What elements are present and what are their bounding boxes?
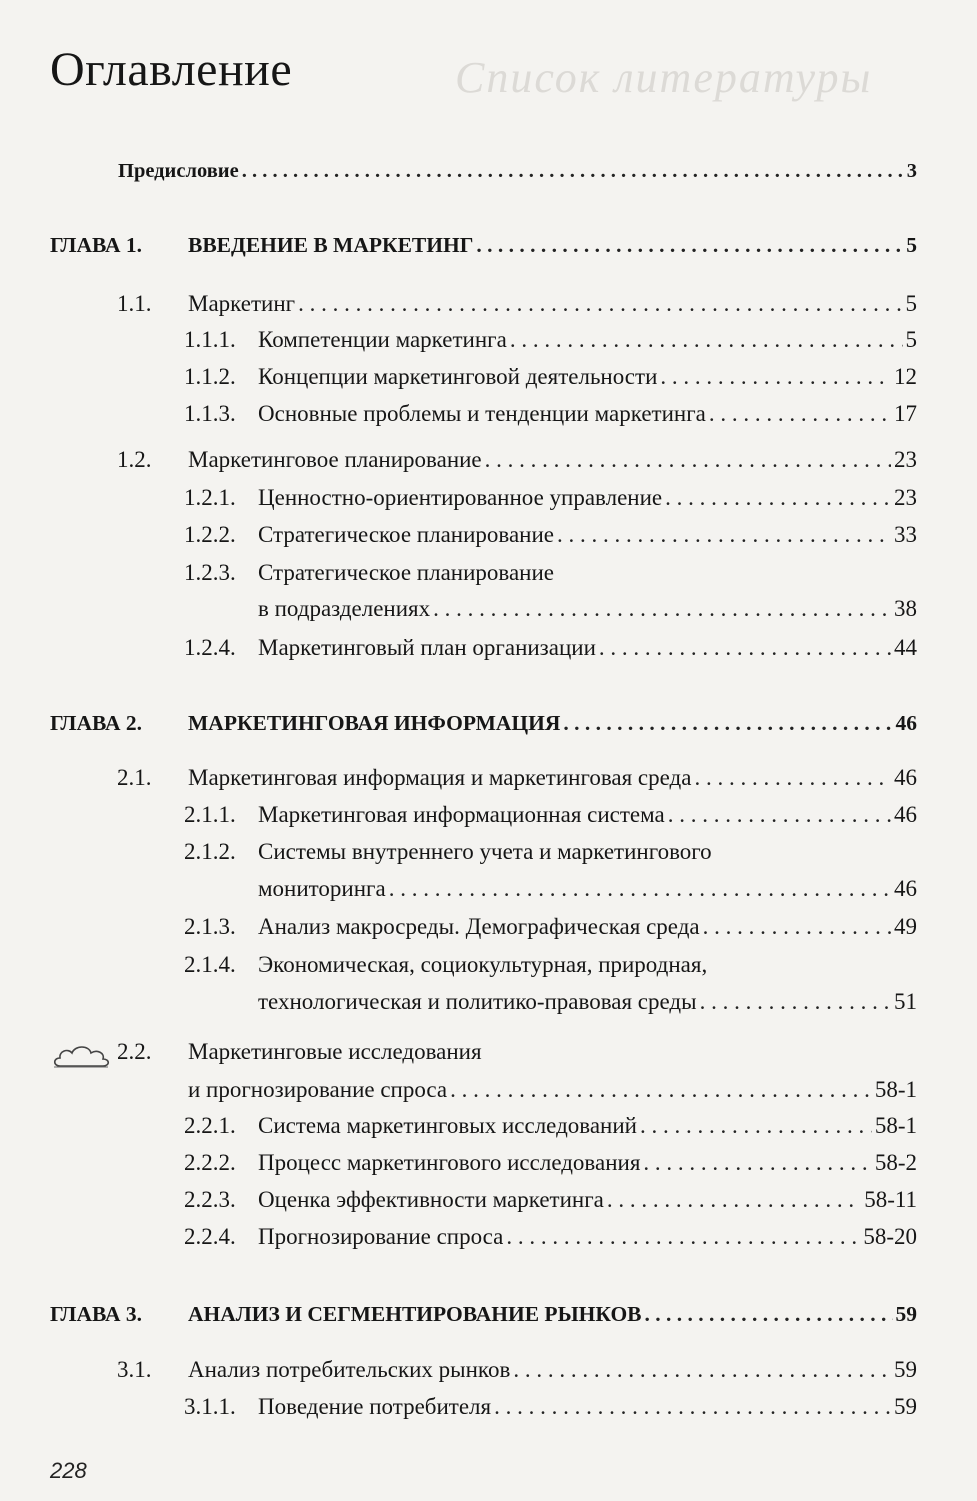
dot-leader — [668, 801, 891, 828]
dot-leader — [506, 1223, 860, 1250]
toc-entry-number: 1.2.4. — [184, 635, 236, 660]
dot-leader — [665, 484, 891, 511]
toc-entry-number: 2.1. — [117, 765, 152, 790]
dot-leader — [643, 1149, 871, 1176]
toc-entry-page: 58-11 — [864, 1187, 917, 1212]
toc-entry-page: 5 — [905, 291, 917, 316]
toc-entry-page: 59 — [894, 1394, 917, 1419]
toc-entry-title: Анализ макросреды. Демографическая среда — [258, 914, 700, 939]
dot-leader — [450, 1076, 872, 1103]
toc-entry-title: АНАЛИЗ И СЕГМЕНТИРОВАНИЕ РЫНКОВ — [188, 1302, 642, 1326]
dot-leader — [709, 400, 891, 427]
toc-entry-page: 33 — [894, 522, 917, 547]
toc-entry-page: 59 — [894, 1357, 917, 1382]
toc-entry-page: 46 — [895, 711, 917, 735]
toc-entry-title: Предисловие — [118, 160, 239, 182]
toc-entry-number: 2.2.4. — [184, 1224, 236, 1249]
toc-entry-page: 51 — [894, 989, 917, 1014]
toc-entry-title: Процесс маркетингового исследования — [258, 1150, 641, 1175]
dot-leader — [494, 1393, 891, 1420]
toc-entry-title: Маркетинговое планирование — [188, 447, 482, 472]
toc-entry-number: ГЛАВА 2. — [50, 711, 142, 735]
toc-entry-page: 23 — [894, 485, 917, 510]
toc-entry-number: 3.1.1. — [184, 1394, 236, 1419]
dot-leader — [433, 595, 891, 622]
dot-leader — [607, 1186, 861, 1213]
toc-entry-number: 1.2.2. — [184, 522, 236, 547]
toc-entry-page: 5 — [906, 233, 917, 257]
toc-entry-page: 38 — [894, 596, 917, 621]
toc-entry-number: 2.1.2. — [184, 839, 236, 864]
page-title: Оглавление — [50, 43, 293, 96]
toc-entry-title: в подразделениях — [258, 596, 431, 621]
dot-leader — [563, 710, 892, 737]
toc-entry-number: 2.2.2. — [184, 1150, 236, 1175]
toc-entry-number: 1.1.2. — [184, 364, 236, 389]
dot-leader — [645, 1301, 893, 1328]
toc-entry-title-first-line: Экономическая, социокультурная, природная, — [258, 952, 708, 977]
toc-entry-title: Поведение потребителя — [258, 1394, 492, 1419]
toc-entry-number: 2.2. — [117, 1039, 152, 1064]
dot-leader — [242, 158, 904, 185]
dot-leader — [510, 326, 903, 353]
toc-entry-title-first-line: Маркетинговые исследования — [188, 1039, 482, 1064]
toc-entry-number: 1.1.1. — [184, 327, 236, 352]
dot-leader — [599, 634, 891, 661]
toc-entry-number: 2.2.1. — [184, 1113, 236, 1138]
toc-entry-number: 3.1. — [117, 1357, 152, 1382]
toc-entry-title: Маркетинговый план организации — [258, 635, 596, 660]
toc-entry-number: ГЛАВА 3. — [50, 1302, 142, 1326]
toc-entry-title: Стратегическое планирование — [258, 522, 554, 547]
bleed-through-text: Список литературы — [455, 53, 873, 102]
toc-entry-title: Маркетинг — [188, 291, 296, 316]
toc-entry-page: 58-2 — [874, 1150, 917, 1175]
page-number: 228 — [50, 1458, 87, 1483]
dot-leader — [557, 521, 891, 548]
toc-entry-page: 17 — [894, 401, 917, 426]
toc-entry-number: 2.1.4. — [184, 952, 236, 977]
toc-entry-title: Оценка эффективности маркетинга — [258, 1187, 604, 1212]
toc-entry-title: Основные проблемы и тенденции маркетинга — [258, 401, 706, 426]
toc-entry-page: 49 — [894, 914, 917, 939]
toc-entry-number: ГЛАВА 1. — [50, 233, 142, 257]
toc-entry-number: 2.2.3. — [184, 1187, 236, 1212]
toc-entry-page: 46 — [894, 802, 917, 827]
dot-leader — [700, 988, 891, 1015]
toc-entry-title: Маркетинговая информация и маркетинговая среда — [188, 765, 692, 790]
dot-leader — [485, 446, 891, 473]
toc-entry-title: мониторинга — [258, 876, 386, 901]
toc-entry-title: и прогнозирование спроса — [188, 1077, 448, 1102]
toc-entry-number: 1.2.1. — [184, 485, 236, 510]
toc-entry-number: 1.2. — [117, 447, 152, 472]
toc-entry-page: 12 — [894, 364, 917, 389]
toc-entry-page: 44 — [894, 635, 917, 660]
toc-entry-number: 1.1. — [117, 291, 152, 316]
dot-leader — [703, 913, 891, 940]
toc-entry-number: 2.1.1. — [184, 802, 236, 827]
toc-entry-page: 59 — [895, 1302, 917, 1326]
toc-entry-title: Прогнозирование спроса — [258, 1224, 504, 1249]
dot-leader — [660, 363, 891, 390]
toc-entry-title: Ценностно-ориентированное управление — [258, 485, 663, 510]
toc-entry-page: 46 — [894, 765, 917, 790]
dot-leader — [694, 764, 891, 791]
toc-entry-page: 58-20 — [863, 1224, 917, 1249]
toc-entry-title-first-line: Системы внутреннего учета и маркетингового — [258, 839, 712, 864]
dot-leader — [513, 1356, 891, 1383]
toc-entry-title-first-line: Стратегическое планирование — [258, 560, 554, 585]
toc-entry-page: 58-1 — [874, 1077, 917, 1102]
toc-entry-page: 5 — [905, 327, 917, 352]
toc-entry-title: Маркетинговая информационная система — [258, 802, 665, 827]
dot-leader — [298, 290, 902, 317]
toc-entry-page: 3 — [906, 160, 917, 182]
dot-leader — [640, 1112, 872, 1139]
toc-entry-page: 58-1 — [874, 1113, 917, 1138]
toc-entry-title: Анализ потребительских рынков — [188, 1357, 511, 1382]
toc-entry-title: Система маркетинговых исследований — [258, 1113, 637, 1138]
dot-leader — [389, 875, 891, 902]
toc-entry-title: Компетенции маркетинга — [258, 327, 507, 352]
dot-leader — [476, 232, 903, 259]
toc-entry-number: 2.1.3. — [184, 914, 236, 939]
cloud-icon — [50, 1040, 114, 1072]
toc-entry-title: технологическая и политико-правовая среды — [258, 989, 697, 1014]
toc-entry-page: 46 — [894, 876, 917, 901]
toc-entry-number: 1.1.3. — [184, 401, 236, 426]
toc-entry-number: 1.2.3. — [184, 560, 236, 585]
toc-entry-title: МАРКЕТИНГОВАЯ ИНФОРМАЦИЯ — [188, 711, 561, 735]
toc-entry-page: 23 — [894, 447, 917, 472]
toc-entry-title: Концепции маркетинговой деятельности — [258, 364, 658, 389]
toc-entry-title: ВВЕДЕНИЕ В МАРКЕТИНГ — [188, 233, 474, 257]
